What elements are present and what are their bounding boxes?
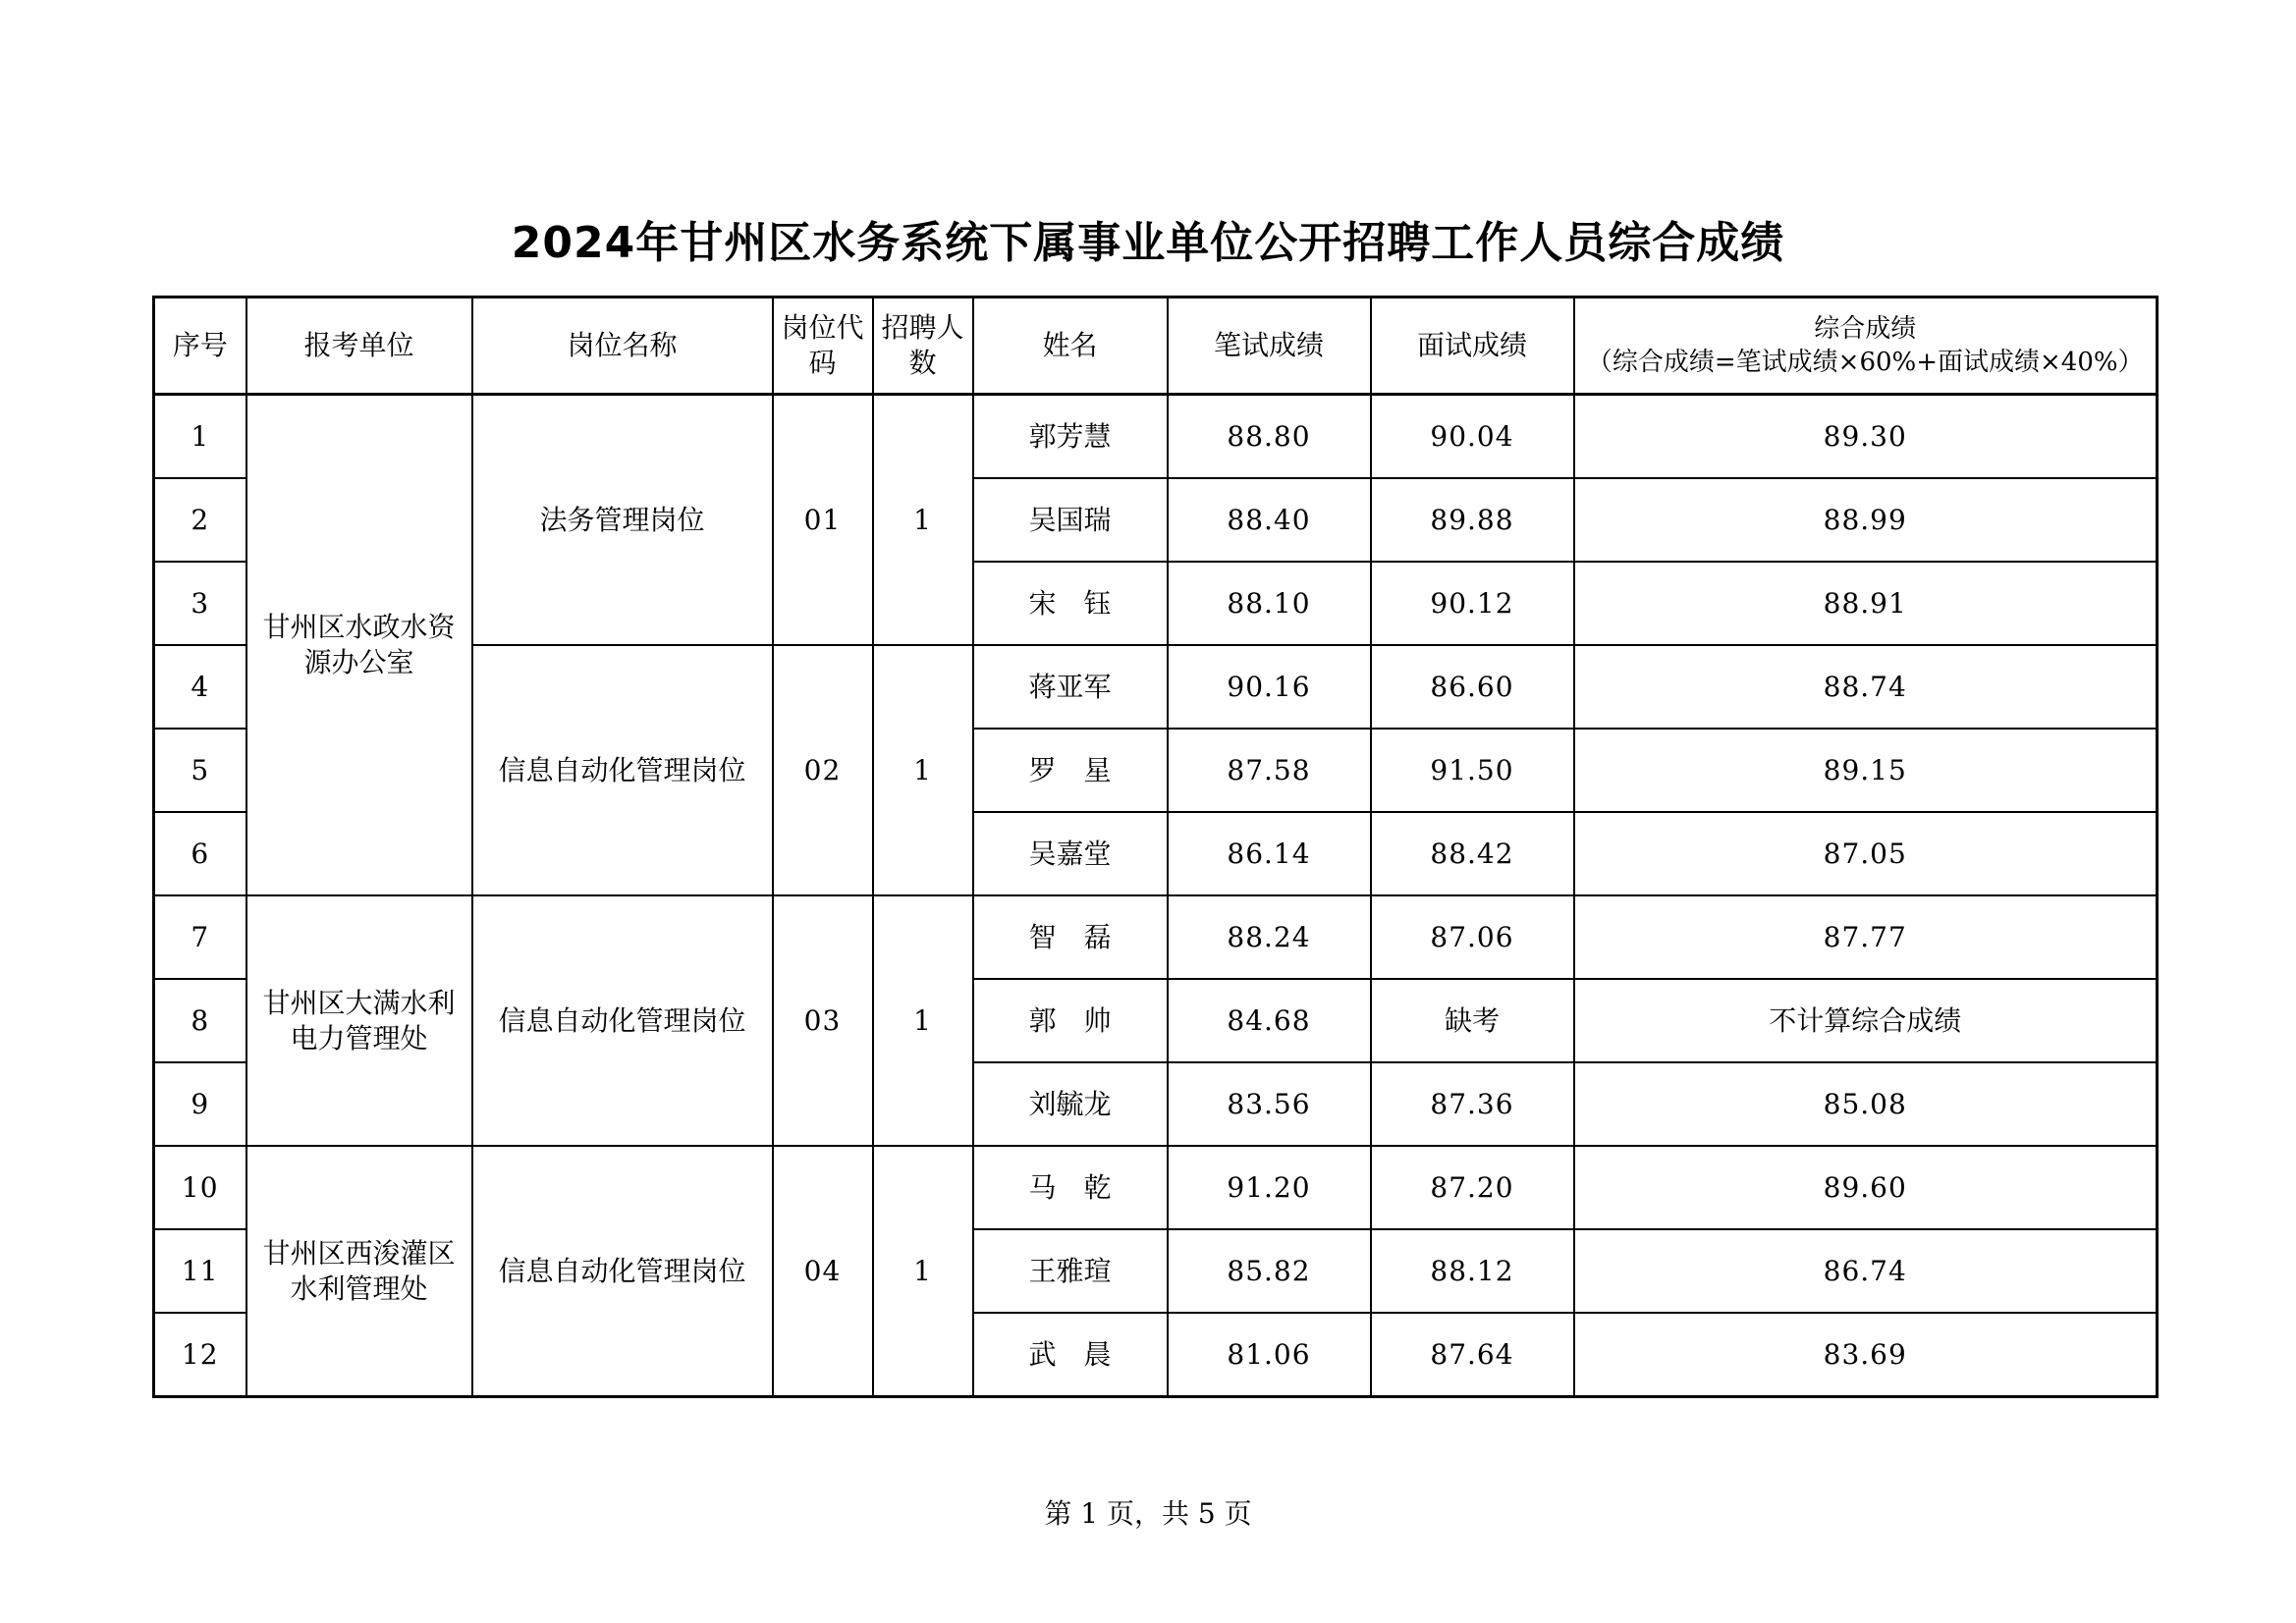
written-score-cell: 88.80 <box>1168 395 1371 479</box>
name-cell: 罗 星 <box>973 729 1168 812</box>
name-cell: 郭 帅 <box>973 979 1168 1062</box>
position-cell: 法务管理岗位 <box>472 395 773 646</box>
seq-cell: 3 <box>154 562 246 645</box>
code-cell: 01 <box>773 395 873 646</box>
written-score-cell: 84.68 <box>1168 979 1371 1062</box>
code-cell: 04 <box>773 1146 873 1397</box>
total-score-cell: 86.74 <box>1574 1229 2158 1313</box>
interview-score-cell: 缺考 <box>1371 979 1574 1062</box>
seq-cell: 6 <box>154 812 246 895</box>
header-quota: 招聘人数 <box>873 298 973 395</box>
seq-cell: 9 <box>154 1062 246 1146</box>
table-row <box>154 1146 2158 1229</box>
written-score-cell: 88.24 <box>1168 895 1371 979</box>
total-score-cell: 83.69 <box>1574 1313 2158 1397</box>
header-written: 笔试成绩 <box>1168 298 1371 395</box>
score-table <box>152 296 2159 1398</box>
seq-cell: 2 <box>154 478 246 562</box>
code-cell: 02 <box>773 645 873 895</box>
written-score-cell: 87.58 <box>1168 729 1371 812</box>
header-unit: 报考单位 <box>246 298 472 395</box>
name-cell: 吴国瑞 <box>973 478 1168 562</box>
written-score-cell: 91.20 <box>1168 1146 1371 1229</box>
interview-score-cell: 88.42 <box>1371 812 1574 895</box>
seq-cell: 4 <box>154 645 246 729</box>
table-row <box>154 895 2158 979</box>
interview-score-cell: 87.64 <box>1371 1313 1574 1397</box>
interview-score-cell: 87.36 <box>1371 1062 1574 1146</box>
header-interview: 面试成绩 <box>1371 298 1574 395</box>
interview-score-cell: 90.12 <box>1371 562 1574 645</box>
total-score-cell: 87.05 <box>1574 812 2158 895</box>
position-cell: 信息自动化管理岗位 <box>472 645 773 895</box>
header-seq: 序号 <box>154 298 246 395</box>
header-total-label: 综合成绩 <box>1814 314 1917 344</box>
interview-score-cell: 87.06 <box>1371 895 1574 979</box>
header-name: 姓名 <box>973 298 1168 395</box>
seq-cell: 5 <box>154 729 246 812</box>
name-cell: 武 晨 <box>973 1313 1168 1397</box>
name-cell: 王雅瑄 <box>973 1229 1168 1313</box>
quota-cell: 1 <box>873 395 973 646</box>
written-score-cell: 81.06 <box>1168 1313 1371 1397</box>
written-score-cell: 85.82 <box>1168 1229 1371 1313</box>
total-score-cell: 89.15 <box>1574 729 2158 812</box>
header-row <box>154 298 2158 395</box>
name-cell: 马 乾 <box>973 1146 1168 1229</box>
interview-score-cell: 87.20 <box>1371 1146 1574 1229</box>
seq-cell: 10 <box>154 1146 246 1229</box>
interview-score-cell: 89.88 <box>1371 478 1574 562</box>
written-score-cell: 86.14 <box>1168 812 1371 895</box>
unit-cell: 甘州区西浚灌区水利管理处 <box>246 1146 472 1397</box>
written-score-cell: 90.16 <box>1168 645 1371 729</box>
written-score-cell: 88.10 <box>1168 562 1371 645</box>
code-cell: 03 <box>773 895 873 1146</box>
total-score-cell: 不计算综合成绩 <box>1574 979 2158 1062</box>
interview-score-cell: 91.50 <box>1371 729 1574 812</box>
total-score-cell: 89.60 <box>1574 1146 2158 1229</box>
unit-cell: 甘州区大满水利电力管理处 <box>246 895 472 1146</box>
total-score-cell: 85.08 <box>1574 1062 2158 1146</box>
header-total-formula: （综合成绩=笔试成绩×60%+面试成绩×40%） <box>1586 348 2144 377</box>
total-score-cell: 88.91 <box>1574 562 2158 645</box>
name-cell: 智 磊 <box>973 895 1168 979</box>
total-score-cell: 89.30 <box>1574 395 2158 479</box>
quota-cell: 1 <box>873 1146 973 1397</box>
seq-cell: 12 <box>154 1313 246 1397</box>
unit-cell: 甘州区水政水资源办公室 <box>246 395 472 896</box>
total-score-cell: 88.74 <box>1574 645 2158 729</box>
header-position: 岗位名称 <box>472 298 773 395</box>
position-cell: 信息自动化管理岗位 <box>472 895 773 1146</box>
name-cell: 蒋亚军 <box>973 645 1168 729</box>
seq-cell: 8 <box>154 979 246 1062</box>
name-cell: 吴嘉堂 <box>973 812 1168 895</box>
total-score-cell: 87.77 <box>1574 895 2158 979</box>
name-cell: 宋 钰 <box>973 562 1168 645</box>
written-score-cell: 83.56 <box>1168 1062 1371 1146</box>
position-cell: 信息自动化管理岗位 <box>472 1146 773 1397</box>
interview-score-cell: 90.04 <box>1371 395 1574 479</box>
written-score-cell: 88.40 <box>1168 478 1371 562</box>
table-row <box>154 395 2158 479</box>
total-score-cell: 88.99 <box>1574 478 2158 562</box>
seq-cell: 11 <box>154 1229 246 1313</box>
name-cell: 郭芳慧 <box>973 395 1168 479</box>
page-number: 第 1 页，共 5 页 <box>1044 1497 1252 1530</box>
seq-cell: 1 <box>154 395 246 479</box>
interview-score-cell: 88.12 <box>1371 1229 1574 1313</box>
interview-score-cell: 86.60 <box>1371 645 1574 729</box>
header-total <box>1574 298 2158 395</box>
header-code: 岗位代码 <box>773 298 873 395</box>
name-cell: 刘毓龙 <box>973 1062 1168 1146</box>
quota-cell: 1 <box>873 895 973 1146</box>
page-title: 2024年甘州区水务系统下属事业单位公开招聘工作人员综合成绩 <box>511 218 1785 268</box>
quota-cell: 1 <box>873 645 973 895</box>
seq-cell: 7 <box>154 895 246 979</box>
